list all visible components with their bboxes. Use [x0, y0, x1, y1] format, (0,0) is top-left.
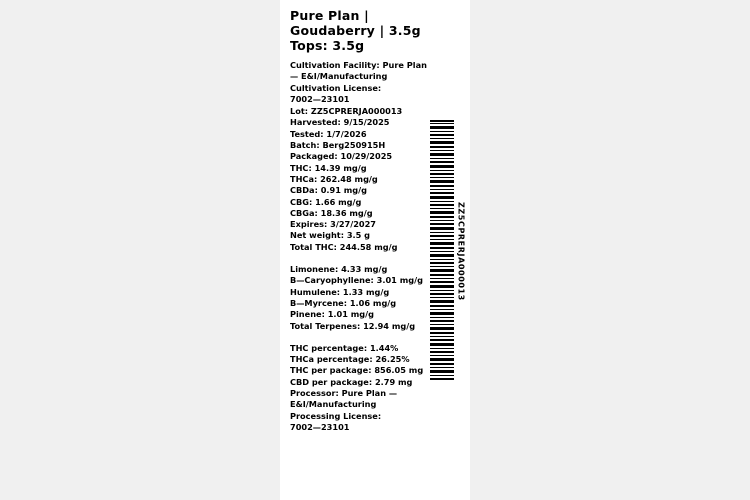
field-lot: Lot: ZZ5CPRERJA000013 [290, 106, 403, 117]
field-myrcene: B—Myrcene: 1.06 mg/g [290, 297, 397, 308]
field-thca-percentage: THCa percentage: 26.25% [290, 354, 410, 365]
terpene-fields [290, 264, 430, 332]
field-expires: Expires: 3/27/2027 [290, 219, 376, 230]
field-batch: Batch: Berg250915H [290, 140, 386, 151]
primary-fields [290, 106, 430, 253]
field-total-terpenes: Total Terpenes: 12.94 mg/g [290, 320, 416, 331]
barcode-value-text: ZZ5CPRERJA000013 [456, 201, 466, 301]
cultivation-license-label: Cultivation License: [290, 82, 382, 93]
field-cbg: CBG: 1.66 mg/g [290, 196, 362, 207]
cultivation-facility [290, 60, 430, 105]
barcode-area [430, 120, 466, 382]
cultivation-facility-line-1: Cultivation Facility: Pure Plan [290, 60, 427, 70]
processing-license-label: Processing License: [290, 410, 382, 421]
field-total-thc: Total THC: 244.58 mg/g [290, 241, 398, 252]
cultivation-facility-line-2: — E&I/Manufacturing [290, 71, 388, 82]
cultivation-license-value: 7002—23101 [290, 93, 350, 104]
processor-line-1: Processor: Pure Plan — [290, 388, 398, 399]
field-cbga: CBGa: 18.36 mg/g [290, 207, 373, 218]
processor-line-2: E&I/Manufacturing [290, 399, 377, 410]
field-limonene: Limonene: 4.33 mg/g [290, 264, 388, 275]
field-harvested: Harvested: 9/15/2025 [290, 117, 390, 128]
field-thc-per-package: THC per package: 856.05 mg [290, 365, 424, 376]
product-title: Pure Plan | Goudaberry | 3.5g Tops: 3.5g [290, 8, 421, 53]
product-label-sheet [280, 0, 470, 500]
barcode-image [430, 120, 454, 382]
processing-license-value: 7002—23101 [290, 421, 350, 432]
field-caryophyllene: B—Caryophyllene: 3.01 mg/g [290, 275, 423, 286]
field-pinene: Pinene: 1.01 mg/g [290, 309, 374, 320]
field-humulene: Humulene: 1.33 mg/g [290, 286, 390, 297]
field-net-weight: Net weight: 3.5 g [290, 230, 371, 241]
percentage-fields [290, 343, 430, 433]
field-thca: THCa: 262.48 mg/g [290, 173, 378, 184]
field-cbda: CBDa: 0.91 mg/g [290, 185, 367, 196]
field-tested: Tested: 1/7/2026 [290, 128, 367, 139]
field-thc-percentage: THC percentage: 1.44% [290, 342, 399, 353]
field-packaged: Packaged: 10/29/2025 [290, 151, 393, 162]
field-thc: THC: 14.39 mg/g [290, 162, 367, 173]
field-cbd-per-package: CBD per package: 2.79 mg [290, 376, 413, 387]
